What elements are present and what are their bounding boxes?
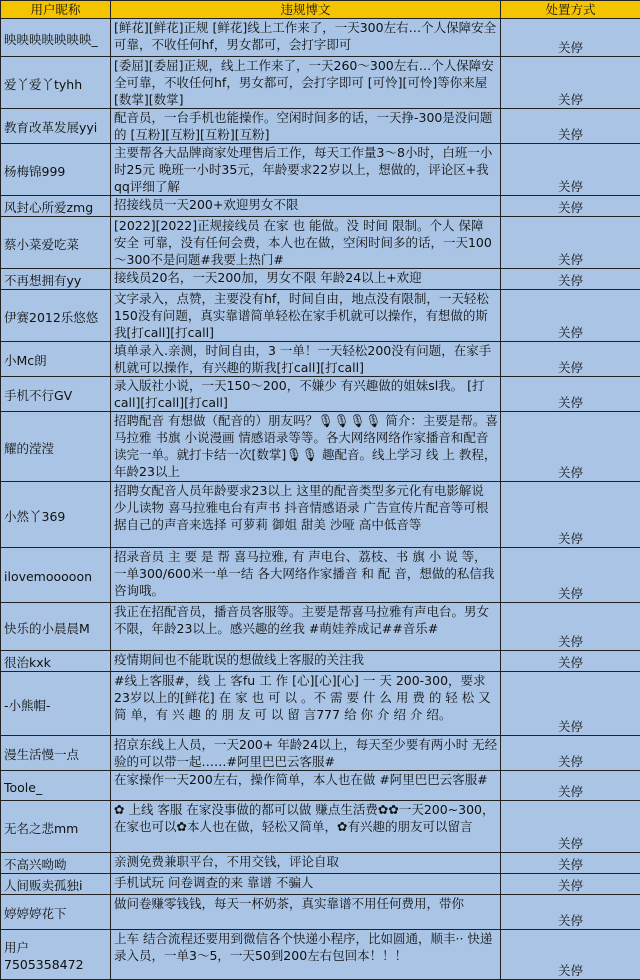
user-name: 很治kxk (1, 651, 111, 672)
post-text: [委屈][委屈]正规，线上工作来了，一天260～300左右…个人保障安全可靠，不收任何hf，男女都可，会打字即可 [可怜][可怜]等你来屋[数掌][数掌] (111, 57, 501, 109)
user-name: 耀的滢滢 (1, 412, 111, 482)
user-name: 小Mc朗 (1, 342, 111, 377)
post-text: 招聘配音 有想做（配音的）朋友吗？🎙🎙🎙🎙 简介：主要是帮。喜马拉雅 书旗 小说漫画 情感语录等等。各大网络网络作家播音和配音 读完一单。就打卡结一次[数掌]🎙🎙 趣配音。线上学习 线 上 教程，年龄23以上 (111, 412, 501, 482)
table-row (1, 853, 640, 874)
user-name: 不高兴呦呦 (1, 853, 111, 874)
action-value: 关停 (501, 853, 640, 874)
post-text: 接线员20名，一天200加，男女不限 年龄24以上+欢迎 (111, 269, 501, 290)
user-name: 不再想拥有yy (1, 269, 111, 290)
post-text: ✿ 上线 客服 在家没事做的都可以做 赚点生活费✿✿一天200~300，在家也可以✿本人也在做，轻松又简单，✿有兴趣的朋友可以留言 (111, 801, 501, 853)
user-name: 婷婷婷花下 (1, 895, 111, 930)
action-value: 关停 (501, 801, 640, 853)
post-text: 招京东线上人员，一天200+ 年龄24以上，每天至少要有两小时 无经验的可以带一起……#阿里巴巴云客服# (111, 736, 501, 771)
action-value: 关停 (501, 290, 640, 342)
post-text: 文字录入，点赞，主要没有hf，时间自由，地点没有限制，一天轻松150没有问题，真实靠谱简单轻松在家手机就可以操作，有想做的斯我[打call][打call] (111, 290, 501, 342)
user-name: 杨梅锦999 (1, 144, 111, 196)
table-row (1, 196, 640, 217)
user-name: 爱丫爱丫tyhh (1, 57, 111, 109)
table-row (1, 144, 640, 196)
post-text: 上车 结合流程还要用到微信各个快递小程序，比如圆通，顺丰·· 快递录入员，一单3～5，一天50到200左右包回本！！！ (111, 930, 501, 980)
table-row (1, 930, 640, 980)
table-row (1, 548, 640, 603)
post-text: 疫情期间也不能耽误的想做线上客服的关注我 (111, 651, 501, 672)
post-text: 填单录入.亲测，时间自由，3 一单！一天轻松200没有问题，在家手机就可以操作，有兴趣的斯我[打call][打call] (111, 342, 501, 377)
table-row (1, 651, 640, 672)
user-name: 小然丫369 (1, 482, 111, 548)
user-name: -小熊帽- (1, 672, 111, 736)
post-text: 配音员，一台手机也能操作。空闲时间多的话，一天挣-300是没问题的 [互粉][互粉][互粉][互粉] (111, 109, 501, 144)
action-value: 关停 (501, 377, 640, 412)
user-name: 映映映映映映映_ (1, 19, 111, 57)
user-name: 教育改革发展yyi (1, 109, 111, 144)
action-value: 关停 (501, 342, 640, 377)
action-value: 关停 (501, 651, 640, 672)
action-value: 关停 (501, 144, 640, 196)
post-text: 做问卷赚零钱钱，每天一杯奶茶，真实靠谱不用任何费用，带你 (111, 895, 501, 930)
table-row (1, 895, 640, 930)
action-value: 关停 (501, 672, 640, 736)
post-text: #线上客服#，线 上 客fu 工 作 [心][心][心] 一 天 200-300，要求23岁以上的[鲜花] 在 家 也 可 以 。不 需 要 什 么 用 费 的 轻 松 又 简 单，有 兴 趣 的 朋 友 可 以 留 言777 给 你 介 绍 介 绍。 (111, 672, 501, 736)
action-value: 关停 (501, 930, 640, 980)
header-user: 用户昵称 (1, 1, 111, 19)
post-text: 手机试玩 问卷调查的来 靠谱 不骗人 (111, 874, 501, 895)
action-value: 关停 (501, 603, 640, 651)
user-name: 风封心所爱zmg (1, 196, 111, 217)
post-text: 招录音员 主 要 是 帮 喜马拉雅, 有 声电台、荔枝、书 旗 小 说 等，一单300/600米一单一结 各大网络作家播音 和 配 音，想做的私信我咨询哦。 (111, 548, 501, 603)
post-text: 我正在招配音员，播音员客服等。主要是帮喜马拉雅有声电台。男女不限，年龄23以上。感兴趣的丝我 #萌娃养成记##音乐# (111, 603, 501, 651)
table-row (1, 771, 640, 801)
action-value: 关停 (501, 412, 640, 482)
user-name: ilovemooooon (1, 548, 111, 603)
action-value: 关停 (501, 196, 640, 217)
action-value: 关停 (501, 736, 640, 771)
action-value: 关停 (501, 57, 640, 109)
action-value: 关停 (501, 771, 640, 801)
action-value: 关停 (501, 895, 640, 930)
user-name: 蔡小菜爱吃菜 (1, 217, 111, 269)
user-name: 人间贩卖孤独i (1, 874, 111, 895)
table-row (1, 482, 640, 548)
header-action: 处置方式 (501, 1, 640, 19)
action-value: 关停 (501, 269, 640, 290)
table-row (1, 19, 640, 57)
user-name: 无名之悲mm (1, 801, 111, 853)
action-value: 关停 (501, 19, 640, 57)
table-row (1, 290, 640, 342)
table-row (1, 217, 640, 269)
post-text: 主要帮各大品牌商家处理售后工作，每天工作量3～8小时，白班一小时25元 晚班一小时35元，年龄要求22岁以上，想做的，评论区+我qq评细了解 (111, 144, 501, 196)
post-text: 招聘女配音人员年龄要求23以上 这里的配音类型多元化有电影解说 少儿读物 喜马拉雅电台有声书 抖音情感语录 广告宣传片配音等可根据自己的声音来选择 可萝莉 御姐 甜美 沙哑 高中低音等 (111, 482, 501, 548)
table-row (1, 736, 640, 771)
table-row (1, 672, 640, 736)
header-post: 违规博文 (111, 1, 501, 19)
header-row (1, 1, 640, 19)
table-row (1, 874, 640, 895)
user-name: 手机不行GV (1, 377, 111, 412)
user-name: 伊赛2012乐悠悠 (1, 290, 111, 342)
user-name: Toole_ (1, 771, 111, 801)
user-name: 用户7505358472 (1, 930, 111, 980)
table-row (1, 342, 640, 377)
table-row (1, 57, 640, 109)
user-name: 快乐的小晨晨M (1, 603, 111, 651)
action-value: 关停 (501, 109, 640, 144)
user-name: 漫生活慢一点 (1, 736, 111, 771)
action-value: 关停 (501, 482, 640, 548)
table-row (1, 603, 640, 651)
table-row (1, 109, 640, 144)
table-row (1, 412, 640, 482)
table-row (1, 269, 640, 290)
action-value: 关停 (501, 874, 640, 895)
table-row (1, 801, 640, 853)
post-text: 录入版社小说，一天150～200，不嫌少 有兴趣做的姐妹sl我。 [打call][打call][打call] (111, 377, 501, 412)
post-text: 在家操作一天200左右，操作简单，本人也在做 #阿里巴巴云客服# (111, 771, 501, 801)
action-value: 关停 (501, 217, 640, 269)
action-value: 关停 (501, 548, 640, 603)
post-text: 招接线员一天200+欢迎男女不限 (111, 196, 501, 217)
post-text: [2022][2022]正规接线员 在家 也 能做。没 时间 限制。个人 保障 安全 可靠，没有任何会费，本人也在做，空闲时间多的话，一天100～300不是问题#我要上热门# (111, 217, 501, 269)
post-text: [鲜花][鲜花]正规 [鲜花]线上工作来了，一天300左右…个人保障安全可靠，不收任何hf，男女都可，会打字即可 (111, 19, 501, 57)
table-row (1, 377, 640, 412)
post-text: 亲测免费兼职平台，不用交钱，评论自取 (111, 853, 501, 874)
